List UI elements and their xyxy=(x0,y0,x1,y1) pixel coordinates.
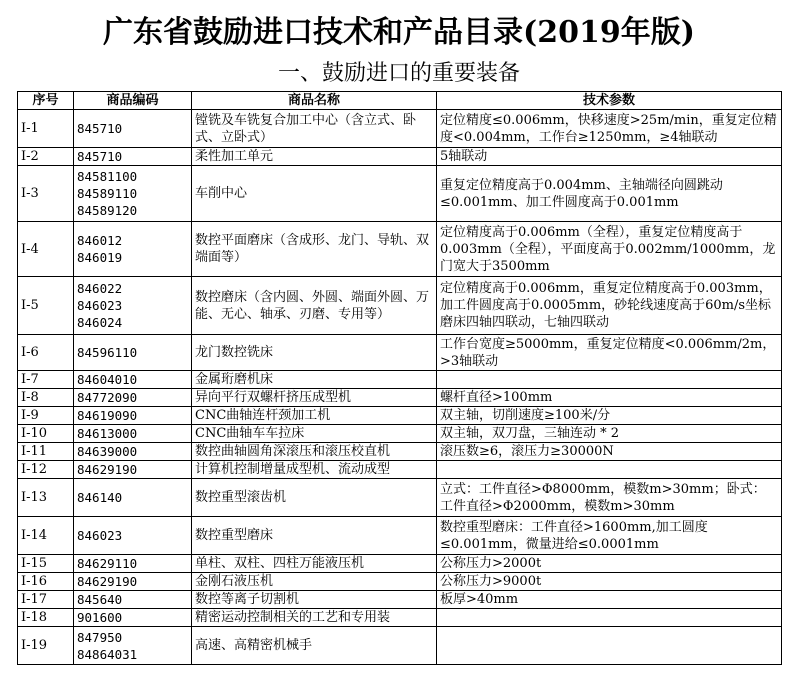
row-spec: 工作台宽度≥5000mm，重复定位精度<0.006mm/2m，>3轴联动 xyxy=(437,335,782,371)
row-code: 847950 84864031 xyxy=(74,627,192,665)
row-no: Ⅰ-4 xyxy=(18,222,74,277)
row-spec xyxy=(437,627,782,665)
row-spec: 公称压力>2000t xyxy=(437,555,782,573)
row-code: 84629190 xyxy=(74,461,192,479)
row-no: Ⅰ-7 xyxy=(18,371,74,389)
row-no: Ⅰ-16 xyxy=(18,573,74,591)
row-no: Ⅰ-19 xyxy=(18,627,74,665)
table-row xyxy=(18,555,782,573)
section-title: 一、鼓励进口的重要装备 xyxy=(277,61,520,86)
row-no: Ⅰ-2 xyxy=(18,148,74,166)
row-code: 84639000 xyxy=(74,443,192,461)
row-code: 84604010 xyxy=(74,371,192,389)
row-name: 异向平行双螺杆挤压成型机 xyxy=(192,389,437,407)
row-name: 数控磨床（含内圆、外圆、端面外圆、万能、无心、轴承、刃磨、专用等） xyxy=(192,277,437,335)
row-no: Ⅰ-3 xyxy=(18,166,74,222)
row-no: Ⅰ-10 xyxy=(18,425,74,443)
row-code: 845710 xyxy=(74,110,192,148)
equipment-table xyxy=(17,91,782,665)
column-header-spec: 技术参数 xyxy=(437,92,782,110)
row-spec xyxy=(437,609,782,627)
row-spec: 重复定位精度高于0.004mm、主轴端径向圆跳动≤0.001mm、加工件圆度高于0.001mm xyxy=(437,166,782,222)
row-code: 846140 xyxy=(74,479,192,517)
table-row xyxy=(18,335,782,371)
row-name: 数控重型滚齿机 xyxy=(192,479,437,517)
row-code: 84629110 xyxy=(74,555,192,573)
row-spec: 滚压数≥6，滚压力≥30000N xyxy=(437,443,782,461)
row-no: Ⅰ-11 xyxy=(18,443,74,461)
row-name: 数控等离子切割机 xyxy=(192,591,437,609)
column-header-no: 序号 xyxy=(18,92,74,110)
table-row xyxy=(18,517,782,555)
row-name: 数控平面磨床（含成形、龙门、导轨、双端面等） xyxy=(192,222,437,277)
row-name: 数控重型磨床 xyxy=(192,517,437,555)
table-row xyxy=(18,443,782,461)
row-no: Ⅰ-8 xyxy=(18,389,74,407)
row-code: 845640 xyxy=(74,591,192,609)
table-row xyxy=(18,407,782,425)
row-name: 龙门数控铣床 xyxy=(192,335,437,371)
row-spec: 立式：工件直径>Φ8000mm，模数m>30mm；卧式：工件直径>Φ2000mm，模数m>30mm xyxy=(437,479,782,517)
table-row xyxy=(18,425,782,443)
row-name: 计算机控制增量成型机、流动成型 xyxy=(192,461,437,479)
row-spec xyxy=(437,371,782,389)
row-name: 镗铣及车铣复合加工中心（含立式、卧式、立卧式） xyxy=(192,110,437,148)
row-name: 数控曲轴圆角深滚压和滚压校直机 xyxy=(192,443,437,461)
row-spec: 双主轴，双刀盘，三轴连动 * 2 xyxy=(437,425,782,443)
row-no: Ⅰ-15 xyxy=(18,555,74,573)
row-code: 901600 xyxy=(74,609,192,627)
document-title: 广东省鼓励进口技术和产品目录(2019年版) xyxy=(103,15,695,50)
row-no: Ⅰ-1 xyxy=(18,110,74,148)
table-row xyxy=(18,461,782,479)
table-row xyxy=(18,479,782,517)
row-no: Ⅰ-14 xyxy=(18,517,74,555)
row-no: Ⅰ-9 xyxy=(18,407,74,425)
table-row xyxy=(18,389,782,407)
table-row xyxy=(18,110,782,148)
row-spec: 5轴联动 xyxy=(437,148,782,166)
table-row xyxy=(18,573,782,591)
table-row xyxy=(18,609,782,627)
row-spec: 双主轴，切削速度≥100米/分 xyxy=(437,407,782,425)
row-name: 精密运动控制相关的工艺和专用装 xyxy=(192,609,437,627)
row-code: 84772090 xyxy=(74,389,192,407)
row-no: Ⅰ-17 xyxy=(18,591,74,609)
row-no: Ⅰ-6 xyxy=(18,335,74,371)
row-name: CNC曲轴连杆颈加工机 xyxy=(192,407,437,425)
row-no: Ⅰ-5 xyxy=(18,277,74,335)
row-spec: 数控重型磨床：工件直径>1600mm,加工圆度≤0.001mm，微量进给≤0.0001mm xyxy=(437,517,782,555)
row-spec: 板厚>40mm xyxy=(437,591,782,609)
column-header-code: 商品编码 xyxy=(74,92,192,110)
row-name: 金刚石液压机 xyxy=(192,573,437,591)
row-name: 柔性加工单元 xyxy=(192,148,437,166)
table-row xyxy=(18,222,782,277)
row-name: 车削中心 xyxy=(192,166,437,222)
table-row xyxy=(18,591,782,609)
column-header-name: 商品名称 xyxy=(192,92,437,110)
row-no: Ⅰ-13 xyxy=(18,479,74,517)
row-no: Ⅰ-12 xyxy=(18,461,74,479)
row-spec: 定位精度高于0.006mm（全程），重复定位精度高于0.003mm（全程），平面度高于0.002mm/1000mm，龙门宽大于3500mm xyxy=(437,222,782,277)
row-code: 845710 xyxy=(74,148,192,166)
row-name: 单柱、双柱、四柱万能液压机 xyxy=(192,555,437,573)
row-code: 846022 846023 846024 xyxy=(74,277,192,335)
row-spec: 公称压力>9000t xyxy=(437,573,782,591)
table-row xyxy=(18,148,782,166)
row-code: 84581100 84589110 84589120 xyxy=(74,166,192,222)
row-name: 高速、高精密机械手 xyxy=(192,627,437,665)
row-spec: 定位精度≤0.006mm，快移速度>25m/min，重复定位精度<0.004mm，工作台≥1250mm，≥4轴联动 xyxy=(437,110,782,148)
table-header-row xyxy=(18,92,782,110)
row-code: 846012 846019 xyxy=(74,222,192,277)
row-code: 84613000 xyxy=(74,425,192,443)
row-code: 84596110 xyxy=(74,335,192,371)
row-name: CNC曲轴车车拉床 xyxy=(192,425,437,443)
table-row xyxy=(18,277,782,335)
row-code: 84629190 xyxy=(74,573,192,591)
row-spec xyxy=(437,461,782,479)
row-name: 金属珩磨机床 xyxy=(192,371,437,389)
row-spec: 定位精度高于0.006mm，重复定位精度高于0.003mm，加工件圆度高于0.0005mm，砂轮线速度高于60m/s坐标磨床四轴四联动，七轴四联动 xyxy=(437,277,782,335)
row-code: 84619090 xyxy=(74,407,192,425)
table-row xyxy=(18,166,782,222)
table-row xyxy=(18,371,782,389)
table-row xyxy=(18,627,782,665)
row-spec: 螺杆直径>100mm xyxy=(437,389,782,407)
row-code: 846023 xyxy=(74,517,192,555)
row-no: Ⅰ-18 xyxy=(18,609,74,627)
